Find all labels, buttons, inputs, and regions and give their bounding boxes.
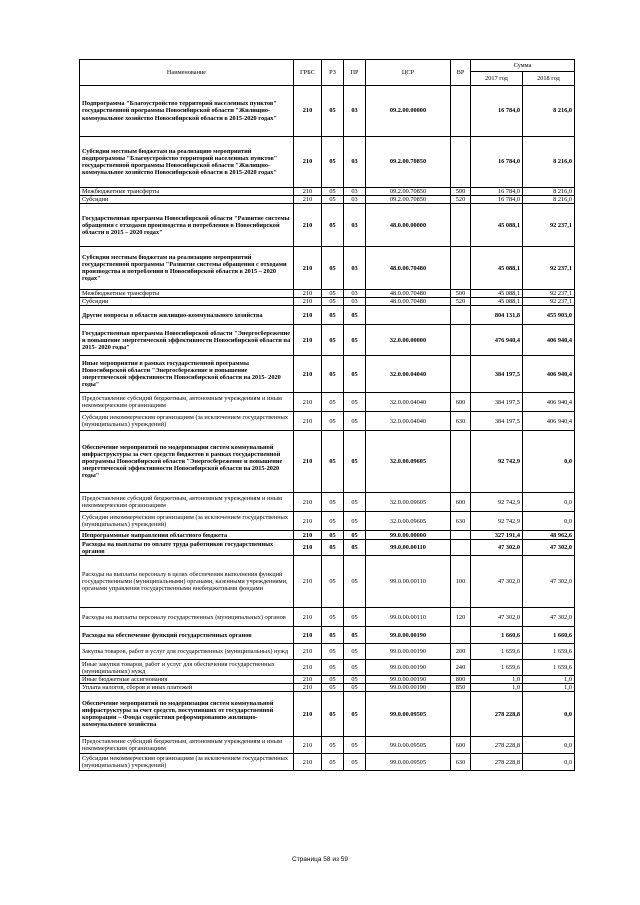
table-row [80,290,575,298]
cell-name: Межбюджетные трансферты [80,188,294,196]
cell-2017: 278 228,8 [471,754,523,771]
table-row [80,393,575,412]
cell-2018: 47 302,0 [523,540,575,556]
cell-vr: 500 [451,188,471,196]
cell-2018: 406 940,4 [523,412,575,431]
cell-2017: 384 197,5 [471,412,523,431]
cell-vr: 850 [451,684,471,692]
cell-grbs: 210 [294,431,322,493]
table-row [80,737,575,754]
cell-2017: 16 784,0 [471,86,523,137]
cell-grbs: 210 [294,325,322,356]
cell-grbs: 210 [294,608,322,627]
cell-pr: 05 [344,684,366,692]
cell-vr [451,692,471,737]
cell-grbs: 210 [294,692,322,737]
cell-name: Расходы на выплаты по оплате труда работников государственных органов [80,540,294,556]
cell-name: Иные мероприятия в рамках государственной программы Новосибирской области "Энергосбережение и повышение энергетической эффективности Новосибирской области на 2015- 2020 годы" [80,356,294,393]
cell-rz: 05 [322,247,344,290]
cell-2018: 8 216,0 [523,196,575,204]
cell-vr [451,356,471,393]
cell-pr: 03 [344,86,366,137]
cell-csr [366,306,451,325]
cell-2017: 1 659,6 [471,644,523,660]
cell-2018: 47 302,0 [523,556,575,608]
cell-vr: 100 [451,556,471,608]
cell-vr [451,137,471,188]
table-row [80,188,575,196]
cell-grbs: 210 [294,196,322,204]
cell-csr: 48.0.00.70480 [366,290,451,298]
cell-2017: 16 784,0 [471,196,523,204]
cell-name: Предоставление субсидий бюджетным, автономным учреждениям и иным некоммерческим организациям [80,393,294,412]
cell-rz: 05 [322,644,344,660]
cell-name: Субсидии некоммерческим организациям (за исключением государственных (муниципальных) учреждений) [80,512,294,531]
table-row [80,247,575,290]
cell-rz: 05 [322,86,344,137]
cell-rz: 05 [322,684,344,692]
cell-name: Закупка товаров, работ и услуг для государственных (муниципальных) нужд [80,644,294,660]
cell-2017: 47 302,0 [471,540,523,556]
cell-pr: 03 [344,188,366,196]
cell-csr: 99.0.00.09505 [366,692,451,737]
cell-2018: 92 237,1 [523,247,575,290]
cell-pr: 05 [344,325,366,356]
cell-2018: 0,0 [523,754,575,771]
header-csr: ЦСР [366,60,451,86]
cell-grbs: 210 [294,188,322,196]
cell-rz: 05 [322,393,344,412]
cell-2017: 278 228,8 [471,737,523,754]
cell-pr: 05 [344,306,366,325]
cell-grbs: 210 [294,660,322,676]
cell-pr: 05 [344,644,366,660]
cell-csr: 09.2.00.00000 [366,86,451,137]
table-row [80,204,575,247]
cell-csr: 99.0.00.00110 [366,540,451,556]
header-2017: 2017 год [471,72,523,86]
cell-rz: 05 [322,431,344,493]
cell-csr: 99.0.00.00190 [366,660,451,676]
cell-2017: 384 197,5 [471,356,523,393]
cell-name: Субсидии [80,196,294,204]
table-row [80,196,575,204]
table-row [80,608,575,627]
cell-rz: 05 [322,540,344,556]
cell-2017: 92 742,9 [471,493,523,512]
cell-grbs: 210 [294,298,322,306]
cell-grbs: 210 [294,676,322,684]
table-row [80,298,575,306]
cell-csr: 48.0.00.00000 [366,204,451,247]
cell-vr: 600 [451,393,471,412]
header-rz: РЗ [322,60,344,86]
cell-2017: 804 131,8 [471,306,523,325]
cell-csr: 99.0.00.00190 [366,676,451,684]
cell-vr: 600 [451,737,471,754]
cell-vr [451,86,471,137]
table-row [80,412,575,431]
table-row [80,676,575,684]
cell-pr: 05 [344,356,366,393]
cell-grbs: 210 [294,556,322,608]
cell-rz: 05 [322,412,344,431]
cell-rz: 05 [322,204,344,247]
cell-grbs: 210 [294,290,322,298]
cell-name: Предоставление субсидий бюджетным, автономным учреждениям и иным некоммерческим организациям [80,737,294,754]
cell-grbs: 210 [294,512,322,531]
cell-pr: 05 [344,393,366,412]
cell-rz: 05 [322,754,344,771]
table-header [80,60,575,86]
cell-name: Субсидии некоммерческим организациям (за исключением государственных (муниципальных) учреждений) [80,412,294,431]
cell-vr: 520 [451,196,471,204]
table-row [80,86,575,137]
cell-2017: 1 659,6 [471,660,523,676]
cell-grbs: 210 [294,493,322,512]
cell-name: Субсидии некоммерческим организациям (за исключением государственных (муниципальных) учреждений) [80,754,294,771]
cell-2018: 406 940,4 [523,356,575,393]
cell-name: Иные закупки товаров, работ и услуг для обеспечения государственных (муниципальных) нужд [80,660,294,676]
header-sum: Сумма [471,60,575,72]
cell-csr: 32.0.00.09605 [366,431,451,493]
cell-pr: 05 [344,412,366,431]
cell-2018: 8 216,0 [523,86,575,137]
table-row [80,137,575,188]
cell-grbs: 210 [294,627,322,644]
cell-vr: 630 [451,512,471,531]
cell-csr: 99.0.00.00190 [366,627,451,644]
cell-pr: 03 [344,204,366,247]
cell-pr: 05 [344,754,366,771]
cell-grbs: 210 [294,644,322,660]
cell-2018: 8 216,0 [523,188,575,196]
cell-pr: 05 [344,531,366,540]
cell-csr: 48.0.00.70480 [366,247,451,290]
cell-csr: 09.2.00.70850 [366,196,451,204]
cell-vr [451,204,471,247]
cell-2018: 8 216,0 [523,137,575,188]
cell-2018: 0,0 [523,493,575,512]
cell-2018: 1 659,6 [523,644,575,660]
cell-2018: 92 237,1 [523,204,575,247]
cell-2017: 1,0 [471,684,523,692]
cell-vr: 500 [451,290,471,298]
header-grbs: ГРБС [294,60,322,86]
cell-2018: 1 660,6 [523,627,575,644]
cell-rz: 05 [322,556,344,608]
cell-grbs: 210 [294,540,322,556]
cell-rz: 05 [322,737,344,754]
cell-2017: 384 197,5 [471,393,523,412]
cell-rz: 05 [322,493,344,512]
cell-pr: 05 [344,493,366,512]
cell-csr: 99.0.00.00110 [366,556,451,608]
cell-name: Другие вопросы в области жилищно-коммунального хозяйства [80,306,294,325]
cell-rz: 05 [322,188,344,196]
cell-2017: 45 088,1 [471,298,523,306]
header-name: Наименование [80,60,294,86]
cell-rz: 05 [322,306,344,325]
table-row [80,512,575,531]
cell-2018: 455 903,0 [523,306,575,325]
cell-2017: 47 302,0 [471,556,523,608]
cell-name: Субсидии местным бюджетам на реализацию мероприятий подпрограммы "Благоустройство территорий населенных пунктов" государственной программы Новосибирской области "Жилищно-коммунальное хозяйство Новосибирской области в 2015-2020 годах" [80,137,294,188]
cell-vr [451,247,471,290]
cell-pr: 03 [344,196,366,204]
cell-2017: 16 784,0 [471,137,523,188]
table-row [80,325,575,356]
cell-rz: 05 [322,512,344,531]
table-row [80,493,575,512]
cell-vr: 600 [451,493,471,512]
budget-table [79,59,575,771]
cell-name: Расходы на обеспечение функций государственных органов [80,627,294,644]
cell-pr: 03 [344,137,366,188]
cell-grbs: 210 [294,737,322,754]
table-row [80,660,575,676]
cell-2018: 48 962,6 [523,531,575,540]
cell-2017: 1,0 [471,676,523,684]
header-vr: ВР [451,60,471,86]
cell-grbs: 210 [294,247,322,290]
cell-name: Обеспечение мероприятий по модернизации систем коммунальной инфраструктуры за счет средств, поступивших от государственной корпорации – Фонда содействия реформированию жилищно-коммунального хозяйства [80,692,294,737]
cell-csr: 99.0.00.00110 [366,608,451,627]
cell-2018: 1 659,6 [523,660,575,676]
cell-grbs: 210 [294,356,322,393]
cell-2017: 278 228,8 [471,692,523,737]
cell-grbs: 210 [294,684,322,692]
cell-pr: 03 [344,298,366,306]
cell-csr: 48.0.00.70480 [366,298,451,306]
cell-name: Субсидии местным бюджетам на реализацию мероприятий государственной программы "Развитие системы обращения с отходами производства и потребления в Новосибирской области в 2015 – 2020 годах" [80,247,294,290]
cell-vr [451,306,471,325]
cell-name: Обеспечение мероприятий по модернизации систем коммунальной инфраструктуры за счет средств бюджетов в рамках государственной программы Новосибирской области "Энергосбережение и повышение энергетической эффективности Новосибирской области на 2015-2020 годы" [80,431,294,493]
cell-rz: 05 [322,290,344,298]
cell-csr: 32.0.00.04040 [366,412,451,431]
cell-2018: 92 237,1 [523,290,575,298]
cell-vr [451,431,471,493]
cell-rz: 05 [322,196,344,204]
table-row [80,627,575,644]
cell-vr [451,325,471,356]
cell-2018: 1,0 [523,676,575,684]
cell-pr: 05 [344,512,366,531]
table-row [80,431,575,493]
cell-csr: 99.0.00.00190 [366,644,451,660]
cell-csr: 99.0.00.00190 [366,684,451,692]
cell-2018: 406 940,4 [523,325,575,356]
cell-2017: 16 784,0 [471,188,523,196]
cell-2017: 1 660,6 [471,627,523,644]
cell-grbs: 210 [294,204,322,247]
cell-rz: 05 [322,531,344,540]
cell-2018: 0,0 [523,692,575,737]
cell-2017: 92 742,9 [471,431,523,493]
cell-csr: 99.0.00.00000 [366,531,451,540]
table-row [80,356,575,393]
cell-pr: 03 [344,247,366,290]
cell-2018: 0,0 [523,737,575,754]
cell-vr: 240 [451,660,471,676]
cell-rz: 05 [322,137,344,188]
cell-grbs: 210 [294,412,322,431]
cell-pr: 05 [344,660,366,676]
cell-2017: 92 742,9 [471,512,523,531]
cell-rz: 05 [322,627,344,644]
cell-vr [451,627,471,644]
cell-name: Уплата налогов, сборов и иных платежей [80,684,294,692]
cell-csr: 09.2.00.70850 [366,137,451,188]
cell-name: Непрограммные направления областного бюджета [80,531,294,540]
cell-vr: 200 [451,644,471,660]
cell-csr: 99.0.00.09505 [366,737,451,754]
cell-name: Субсидии [80,298,294,306]
cell-pr: 05 [344,431,366,493]
cell-rz: 05 [322,298,344,306]
cell-pr: 03 [344,290,366,298]
cell-rz: 05 [322,325,344,356]
cell-pr: 05 [344,676,366,684]
header-pr: ПР [344,60,366,86]
table-row [80,684,575,692]
cell-vr: 630 [451,754,471,771]
cell-grbs: 210 [294,754,322,771]
cell-rz: 05 [322,676,344,684]
cell-2017: 47 302,0 [471,608,523,627]
table-row [80,531,575,540]
cell-grbs: 210 [294,531,322,540]
table-row [80,754,575,771]
cell-vr: 630 [451,412,471,431]
cell-rz: 05 [322,608,344,627]
table-row [80,644,575,660]
cell-name: Подпрограмма "Благоустройство территорий населенных пунктов" государственной программы Новосибирской области "Жилищно-коммунальное хозяйство Новосибирской области в 2015-2020 годах" [80,86,294,137]
cell-2018: 0,0 [523,512,575,531]
cell-name: Межбюджетные трансферты [80,290,294,298]
cell-name: Государственная программа Новосибирской области "Развитие системы обращения с отходами производства и потребления в Новосибирской области в 2015 – 2020 годах" [80,204,294,247]
cell-csr: 09.2.00.70850 [366,188,451,196]
cell-pr: 05 [344,608,366,627]
cell-2017: 327 191,4 [471,531,523,540]
table-row [80,540,575,556]
page-number: Страница 58 из 59 [292,856,348,863]
header-2018: 2018 год [523,72,575,86]
table-row [80,556,575,608]
cell-vr [451,540,471,556]
cell-2017: 476 940,4 [471,325,523,356]
cell-2018: 406 940,4 [523,393,575,412]
cell-pr: 05 [344,540,366,556]
cell-csr: 32.0.00.09605 [366,493,451,512]
cell-csr: 32.0.00.00000 [366,325,451,356]
cell-2018: 1,0 [523,684,575,692]
cell-csr: 99.0.00.09505 [366,754,451,771]
cell-csr: 32.0.00.04040 [366,393,451,412]
cell-csr: 32.0.00.04040 [366,356,451,393]
cell-name: Иные бюджетные ассигнования [80,676,294,684]
cell-pr: 05 [344,692,366,737]
cell-rz: 05 [322,660,344,676]
cell-csr: 32.0.00.09605 [366,512,451,531]
cell-rz: 05 [322,356,344,393]
cell-grbs: 210 [294,137,322,188]
cell-name: Предоставление субсидий бюджетным, автономным учреждениям и иным некоммерческим организациям [80,493,294,512]
cell-name: Расходы на выплаты персоналу в целях обеспечения выполнения функций государственными (муниципальными) органами, казенными учреждениями, органами управления государственными внебюджетными фондами [80,556,294,608]
cell-name: Расходы на выплаты персоналу государственных (муниципальных) органов [80,608,294,627]
table-row [80,692,575,737]
cell-2017: 45 088,1 [471,290,523,298]
table-body [80,86,575,771]
cell-2018: 47 302,0 [523,608,575,627]
cell-vr: 800 [451,676,471,684]
cell-grbs: 210 [294,306,322,325]
cell-pr: 05 [344,556,366,608]
cell-vr [451,531,471,540]
cell-vr: 520 [451,298,471,306]
cell-rz: 05 [322,692,344,737]
cell-grbs: 210 [294,393,322,412]
cell-pr: 05 [344,737,366,754]
cell-pr: 05 [344,627,366,644]
cell-grbs: 210 [294,86,322,137]
cell-2017: 45 088,1 [471,247,523,290]
cell-name: Государственная программа Новосибирской области "Энергосбережение и повышение энергетической эффективности Новосибирской области на 2015- 2020 годы" [80,325,294,356]
cell-vr: 120 [451,608,471,627]
cell-2018: 92 237,1 [523,298,575,306]
cell-2017: 45 088,1 [471,204,523,247]
table-row [80,306,575,325]
cell-2018: 0,0 [523,431,575,493]
